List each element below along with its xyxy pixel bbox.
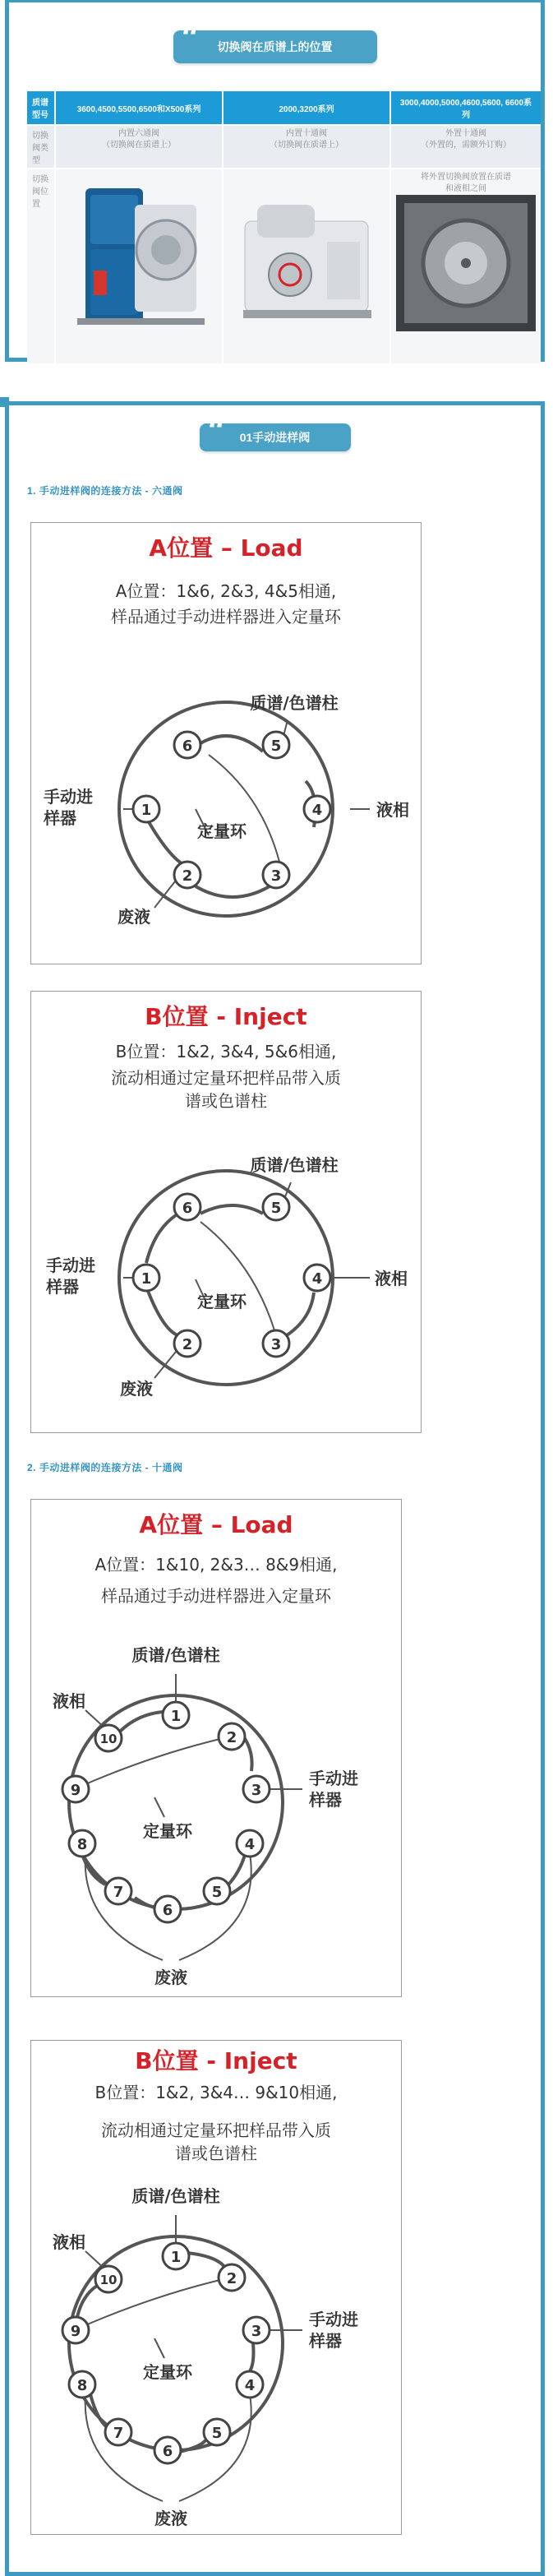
section-title-pill: [200, 412, 351, 451]
port-6: [154, 1896, 181, 1922]
port-10: [95, 2266, 122, 2292]
port-2: [219, 2264, 245, 2291]
label-ms-column: 质谱/色谱柱: [250, 1155, 339, 1175]
svg-text:3: 3: [251, 1782, 262, 1799]
svg-text:7: 7: [113, 2425, 124, 2442]
port-5: [204, 1878, 230, 1904]
port-2: [174, 862, 200, 888]
svg-text:5: 5: [211, 1884, 223, 1901]
arrow-waste: [154, 881, 175, 908]
port-10: [95, 1725, 122, 1751]
table-cell: 将外置切换阀放置在质谱: [421, 173, 511, 182]
table-cell: 内置十通阀: [286, 129, 327, 138]
svg-text:2: 2: [226, 1729, 237, 1746]
port-1: [163, 1702, 189, 1728]
port-4: [237, 1830, 263, 1857]
diagram-ten-inject: [30, 2040, 402, 2535]
section-title: 01手动进样阀: [239, 431, 311, 444]
connection-line: [77, 2286, 97, 2317]
label-ms-column: 质谱/色谱柱: [250, 693, 339, 713]
port-7: [105, 2419, 131, 2445]
quote-icon: “: [207, 412, 227, 451]
row-label: 切换阀位置: [27, 169, 55, 363]
connection-line: [250, 2343, 254, 2371]
port-6: [174, 1194, 200, 1220]
diagram-six-load: [30, 522, 422, 964]
table-cell: （切换阀在质谱上）: [270, 141, 343, 150]
svg-text:8: 8: [76, 2377, 88, 2394]
diagram-desc: A位置：1&6, 2&3, 4&5相通,: [115, 581, 337, 601]
diagram-six-inject: [30, 991, 422, 1433]
table-header: 2000,3200系列: [223, 91, 390, 125]
svg-text:5: 5: [270, 1200, 282, 1217]
label-loop: 定量环: [143, 1821, 192, 1841]
table-cell: 和液相之间: [445, 184, 486, 193]
diagram-desc: 谱或色谱柱: [175, 2144, 257, 2163]
svg-text:5: 5: [270, 738, 282, 755]
pointer-line: [154, 2338, 164, 2358]
svg-text:1: 1: [141, 1270, 152, 1288]
svg-text:6: 6: [162, 1902, 173, 1919]
label-loop: 定量环: [143, 2362, 192, 2382]
port-8: [69, 2371, 95, 2398]
svg-text:6: 6: [162, 2443, 173, 2460]
svg-text:4: 4: [244, 2377, 256, 2394]
diagram-title: A位置 – Load: [139, 1511, 293, 1538]
diagram-desc: 样品通过手动进样器进入定量环: [101, 1586, 331, 1606]
label-ms-column: 质谱/色谱柱: [131, 1645, 220, 1665]
svg-text:7: 7: [113, 1884, 124, 1901]
connection-line: [200, 1205, 263, 1214]
diagram-desc: 流动相通过定量环把样品带入质: [111, 1068, 341, 1088]
connection-line: [148, 1291, 177, 1335]
manual-valve-panel: [5, 401, 545, 2576]
svg-text:5: 5: [211, 2425, 223, 2442]
quote-icon: “: [181, 19, 200, 58]
external-valve-image: [396, 195, 536, 331]
diagram-desc: 流动相通过定量环把样品带入质: [101, 2120, 331, 2140]
row-label: 切换阀类型: [27, 125, 55, 169]
table-row: [27, 169, 541, 363]
svg-text:1: 1: [170, 2249, 182, 2266]
diagram-ten-load: [30, 1499, 402, 1997]
port-3: [243, 2317, 270, 2343]
pointer-line: [154, 1797, 164, 1817]
table-cell: 内置六通阀: [118, 129, 159, 138]
port-2: [219, 1723, 245, 1750]
corner-mark: [0, 397, 9, 407]
connection-line: [148, 821, 187, 867]
svg-text:4: 4: [244, 1836, 256, 1853]
svg-text:6: 6: [182, 1200, 193, 1217]
port-2: [174, 1330, 200, 1357]
port-3: [243, 1776, 270, 1802]
port-8: [69, 1830, 95, 1857]
label-waste: 废液: [120, 1379, 153, 1399]
port-4: [237, 2371, 263, 2398]
port-3: [263, 862, 289, 888]
svg-text:10: 10: [99, 1732, 118, 1746]
diagram-desc: B位置：1&2, 3&4, 5&6相通,: [115, 1042, 337, 1061]
arrow-waste: [154, 1352, 176, 1378]
diagram-title: B位置 - Inject: [145, 1003, 307, 1030]
svg-text:10: 10: [99, 2273, 118, 2287]
label-injector: 样器: [44, 808, 76, 828]
mass-spec-blue-image: [61, 172, 217, 336]
label-waste: 废液: [154, 2509, 187, 2528]
mass-spec-grey-image: [228, 172, 385, 336]
diagram-desc: 谱或色谱柱: [185, 1091, 267, 1111]
label-injector: 样器: [309, 1790, 342, 1810]
port-1: [133, 1265, 159, 1291]
port-6: [174, 732, 200, 758]
port-1: [133, 796, 159, 822]
label-injector: 手动进: [44, 787, 93, 807]
subtitle-six-port: 1. 手动进样阀的连接方法 - 六通阀: [27, 485, 183, 497]
diagram-title: A位置 – Load: [149, 534, 303, 562]
port-5: [263, 1194, 289, 1220]
label-waste: 废液: [118, 907, 150, 927]
svg-text:8: 8: [76, 1836, 88, 1853]
svg-text:4: 4: [311, 802, 323, 819]
svg-text:3: 3: [251, 2323, 262, 2340]
port-1: [163, 2243, 189, 2269]
table-row: [27, 125, 541, 169]
diagram-desc: A位置：1&10, 2&3… 8&9相通,: [94, 1555, 338, 1575]
connection-line: [187, 2253, 225, 2268]
svg-text:3: 3: [270, 867, 282, 885]
svg-text:6: 6: [182, 738, 193, 755]
label-injector: 手动进: [309, 2310, 358, 2329]
label-injector: 样器: [46, 1277, 79, 1297]
label-lc: 液相: [375, 1269, 408, 1288]
svg-text:3: 3: [270, 1336, 282, 1353]
svg-text:9: 9: [70, 2323, 81, 2340]
section-title: 切换阀在质谱上的位置: [217, 40, 333, 53]
port-9: [62, 2317, 89, 2343]
loop-line: [200, 1222, 274, 1330]
label-lc: 液相: [53, 2232, 85, 2252]
connection-line: [146, 1215, 176, 1263]
subtitle-ten-port: 2. 手动进样阀的连接方法 - 十通阀: [27, 1462, 183, 1473]
label-injector: 手动进: [309, 1769, 358, 1788]
svg-text:1: 1: [170, 1708, 182, 1725]
loop-line: [209, 755, 279, 862]
svg-text:1: 1: [141, 802, 152, 819]
label-waste: 废液: [154, 1968, 187, 1987]
valve-location-panel: [5, 0, 545, 362]
connection-line: [196, 886, 270, 897]
section-title-pill: [173, 19, 377, 63]
diagram-title: B位置 - Inject: [135, 2047, 297, 2074]
svg-text:4: 4: [311, 1270, 323, 1288]
port-4: [304, 796, 330, 822]
label-injector: 样器: [309, 2331, 342, 2351]
table-header: 3000,4000,5000,4600,5600, 6600系列: [390, 91, 541, 125]
label-lc: 液相: [376, 800, 409, 820]
label-loop: 定量环: [197, 821, 247, 841]
svg-text:2: 2: [182, 867, 193, 885]
ms-model-table: [27, 91, 541, 363]
port-3: [263, 1330, 289, 1357]
label-ms-column: 质谱/色谱柱: [131, 2186, 220, 2206]
table-header: 质谱型号: [27, 91, 55, 125]
svg-text:2: 2: [226, 2270, 237, 2287]
label-lc: 液相: [53, 1691, 85, 1711]
svg-text:2: 2: [182, 1336, 193, 1353]
label-loop: 定量环: [197, 1292, 247, 1311]
table-cell: （切换阀在质谱上）: [102, 141, 176, 150]
port-5: [204, 2419, 230, 2445]
port-6: [154, 2437, 181, 2463]
table-cell: 外置十通阀: [445, 129, 486, 138]
table-header: 3600,4500,5500,6500和X500系列: [55, 91, 223, 125]
label-injector: 手动进: [46, 1256, 95, 1275]
svg-text:9: 9: [70, 1782, 81, 1799]
diagram-desc: B位置：1&2, 3&4… 9&10相通,: [94, 2083, 338, 2102]
diagram-desc: 样品通过手动进样器进入定量环: [111, 607, 341, 627]
table-cell: （外置的，需额外订购）: [421, 141, 511, 150]
port-4: [304, 1265, 330, 1291]
connection-line: [284, 1293, 314, 1337]
port-5: [263, 732, 289, 758]
port-9: [62, 1776, 89, 1802]
port-7: [105, 1878, 131, 1904]
